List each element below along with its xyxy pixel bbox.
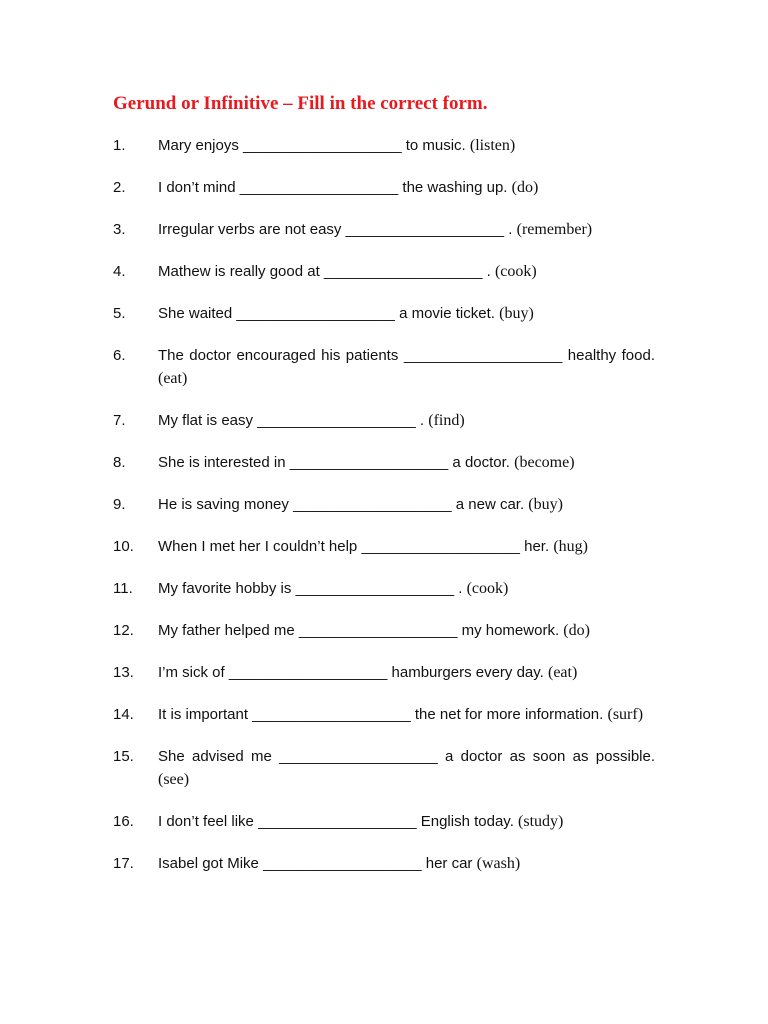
item-number: 10. (113, 538, 134, 555)
sentence-before-blank: Isabel got Mike (158, 855, 264, 872)
item-sentence (158, 409, 655, 432)
answer-blank: ___________________ (279, 748, 438, 765)
sentence-after-blank: a new car. (451, 496, 529, 513)
item-sentence (158, 535, 655, 558)
answer-blank: ___________________ (295, 580, 455, 597)
sentence-before-blank: She is interested in (158, 454, 290, 471)
answer-blank: ___________________ (239, 179, 399, 196)
sentence-before-blank: My favorite hobby is (158, 580, 296, 597)
item-sentence (158, 344, 655, 390)
verb-hint: (find) (428, 412, 465, 429)
answer-blank: ___________________ (258, 813, 417, 830)
worksheet-title: Gerund or Infinitive – Fill in the correct form. (113, 93, 488, 114)
item-number: 17. (113, 855, 134, 872)
verb-hint: (cook) (466, 580, 509, 597)
exercise-item (113, 218, 655, 241)
verb-hint: (eat) (158, 370, 188, 387)
sentence-before-blank: I’m sick of (158, 664, 229, 681)
exercise-item (113, 577, 655, 600)
answer-blank: ___________________ (293, 496, 452, 513)
sentence-before-blank: My flat is easy (158, 412, 258, 429)
item-sentence (158, 852, 655, 875)
sentence-before-blank: Mary enjoys (158, 137, 244, 154)
verb-hint: (become) (514, 454, 575, 471)
item-number: 12. (113, 622, 134, 639)
verb-hint: (listen) (469, 137, 516, 154)
answer-blank: ___________________ (323, 263, 483, 280)
sentence-after-blank: . (504, 221, 517, 238)
item-sentence (158, 577, 655, 600)
exercise-item (113, 619, 655, 642)
sentence-after-blank: her car (421, 855, 477, 872)
sentence-before-blank: Mathew is really good at (158, 263, 324, 280)
sentence-before-blank: She advised me (158, 748, 280, 765)
sentence-after-blank: to music. (401, 137, 470, 154)
item-sentence (158, 260, 655, 283)
sentence-after-blank: a doctor as soon as possible. (437, 748, 656, 765)
item-number: 2. (113, 179, 126, 196)
item-number: 4. (113, 263, 126, 280)
verb-hint: (cook) (494, 263, 537, 280)
exercise-item (113, 535, 655, 558)
item-number: 16. (113, 813, 134, 830)
exercise-item (113, 810, 655, 833)
item-number: 14. (113, 706, 134, 723)
item-number: 6. (113, 347, 126, 364)
verb-hint: (buy) (528, 496, 563, 513)
verb-hint: (remember) (516, 221, 593, 238)
exercise-item (113, 176, 655, 199)
sentence-before-blank: I don’t feel like (158, 813, 259, 830)
item-number: 13. (113, 664, 134, 681)
answer-blank: ___________________ (236, 305, 395, 322)
answer-blank: ___________________ (289, 454, 449, 471)
item-number: 11. (113, 580, 133, 597)
sentence-before-blank: It is important (158, 706, 253, 723)
verb-hint: (study) (518, 813, 564, 830)
item-sentence (158, 134, 655, 157)
sentence-after-blank: a doctor. (448, 454, 515, 471)
item-sentence (158, 661, 655, 684)
item-sentence (158, 619, 655, 642)
item-number: 1. (113, 137, 126, 154)
answer-blank: ___________________ (361, 538, 520, 555)
verb-hint: (see) (158, 771, 190, 788)
item-sentence (158, 302, 655, 325)
verb-hint: (buy) (499, 305, 534, 322)
sentence-after-blank: . (454, 580, 467, 597)
sentence-after-blank: the net for more information. (410, 706, 608, 723)
verb-hint: (surf) (607, 706, 644, 723)
item-number: 15. (113, 748, 134, 765)
sentence-after-blank: . (482, 263, 495, 280)
item-number: 3. (113, 221, 126, 238)
item-sentence (158, 493, 655, 516)
sentence-after-blank: English today. (416, 813, 519, 830)
answer-blank: ___________________ (298, 622, 458, 639)
item-sentence (158, 745, 655, 791)
item-sentence (158, 218, 655, 241)
exercise-item (113, 661, 655, 684)
sentence-before-blank: I don’t mind (158, 179, 240, 196)
exercise-item (113, 451, 655, 474)
answer-blank: ___________________ (345, 221, 505, 238)
exercise-item (113, 852, 655, 875)
exercise-item (113, 493, 655, 516)
sentence-before-blank: He is saving money (158, 496, 294, 513)
sentence-after-blank: a movie ticket. (394, 305, 500, 322)
exercise-item (113, 134, 655, 157)
sentence-before-blank: The doctor encouraged his patients (158, 347, 404, 364)
sentence-after-blank: . (415, 412, 429, 429)
exercise-list (113, 134, 655, 894)
verb-hint: (wash) (476, 855, 521, 872)
item-sentence (158, 703, 655, 726)
item-number: 7. (113, 412, 126, 429)
verb-hint: (hug) (553, 538, 588, 555)
item-number: 9. (113, 496, 126, 513)
exercise-item (113, 409, 655, 432)
item-sentence (158, 176, 655, 199)
item-number: 8. (113, 454, 126, 471)
answer-blank: ___________________ (257, 412, 416, 429)
sentence-before-blank: Irregular verbs are not easy (158, 221, 346, 238)
answer-blank: ___________________ (263, 855, 422, 872)
item-sentence (158, 451, 655, 474)
sentence-after-blank: healthy food. (562, 347, 655, 364)
sentence-after-blank: my homework. (457, 622, 564, 639)
exercise-item (113, 745, 655, 791)
exercise-item (113, 703, 655, 726)
sentence-before-blank: She waited (158, 305, 237, 322)
answer-blank: ___________________ (252, 706, 411, 723)
sentence-before-blank: My father helped me (158, 622, 299, 639)
verb-hint: (eat) (548, 664, 578, 681)
sentence-after-blank: hamburgers every day. (387, 664, 548, 681)
answer-blank: ___________________ (228, 664, 388, 681)
answer-blank: ___________________ (243, 137, 402, 154)
item-sentence (158, 810, 655, 833)
exercise-item (113, 344, 655, 390)
sentence-after-blank: her. (519, 538, 554, 555)
verb-hint: (do) (563, 622, 590, 639)
answer-blank: ___________________ (403, 347, 563, 364)
item-number: 5. (113, 305, 126, 322)
sentence-after-blank: the washing up. (398, 179, 512, 196)
exercise-item (113, 260, 655, 283)
sentence-before-blank: When I met her I couldn’t help (158, 538, 362, 555)
exercise-item (113, 302, 655, 325)
verb-hint: (do) (511, 179, 539, 196)
